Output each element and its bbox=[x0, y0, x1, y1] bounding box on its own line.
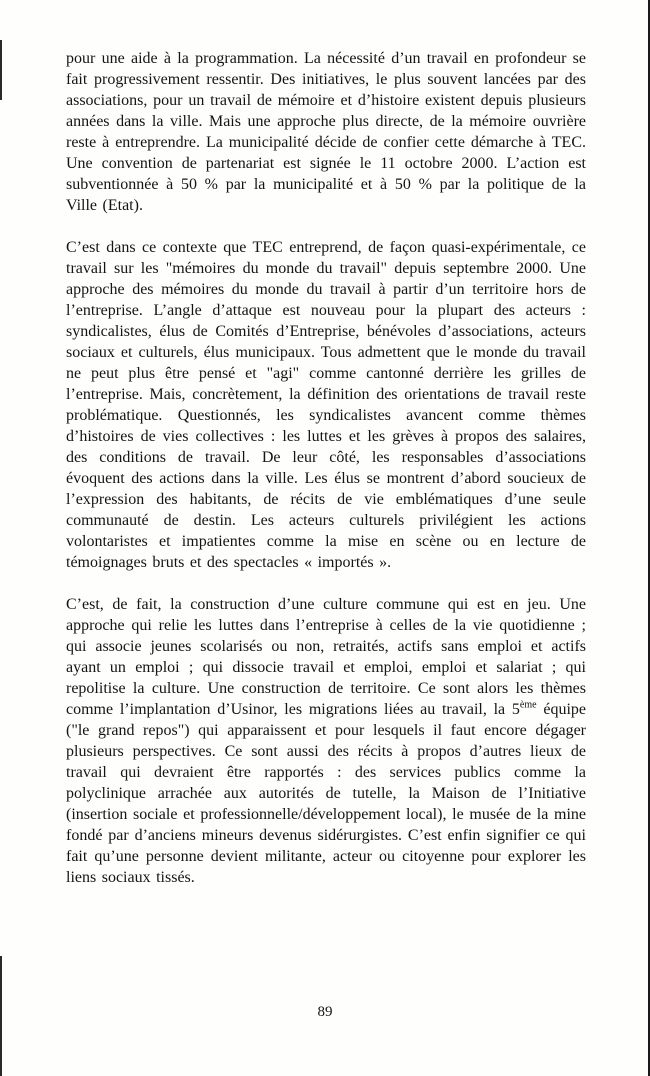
ordinal-superscript: ème bbox=[519, 699, 537, 711]
scan-artifact-left-edge-top bbox=[0, 40, 2, 100]
paragraph-1: pour une aide à la programmation. La nécessité d’un travail en profondeur se fait progressivement ressentir. Des initiatives, le plus souvent lancées par des associations, pour un travail de mémoire et d’histoire existent depuis plusieurs années dans la ville. Mais une approche plus directe, de la mémoire ouvrière reste à entreprendre. La municipalité décide de confier cette démarche à TEC. Une convention de partenariat est signée le 11 octobre 2000. L’action est subventionnée à 50 % par la municipalité et à 50 % par la politique de la Ville (Etat). bbox=[66, 50, 586, 214]
paragraph-3 bbox=[66, 594, 586, 888]
paragraph-2: C’est dans ce contexte que TEC entreprend, de façon quasi-expérimentale, ce travail sur les "mémoires du monde du travail" depuis septembre 2000. Une approche des mémoires du monde du travail à partir d’un territoire hors de l’entreprise. L’angle d’attaque est nouveau pour la plupart des acteurs : syndicalistes, élus de Comités d’Entreprise, bénévoles d’associations, acteurs sociaux et culturels, élus municipaux. Tous admettent que le monde du travail ne peut plus être pensé et "agi" comme cantonné derrière les grilles de l’entreprise. Mais, concrètement, la définition des orientations de travail reste problématique. Questionnés, les syndicalistes avancent comme thèmes d’histoires de vies collectives : les luttes et les grèves à propos des salaires, des conditions de travail. De leur côté, les responsables d’associations évoquent des actions dans la ville. Les élus se montrent d’abord soucieux de l’expression des habitants, de récits de vie emblématiques d’une seule communauté de destin. Les acteurs culturels privilégient les actions volontaristes et impatientes comme la mise en scène ou en lecture de témoignages bruts et des spectacles « importés ». bbox=[66, 239, 586, 571]
paragraph-3-text-after: équipe ("le grand repos") qui apparaissent et pour lesquels il faut encore dégager plusieurs perspectives. Ce sont aussi des récits à propos d’autres lieux de travail qui devraient être rapportés : des services publics comme la polyclinique arrachée aux autorités de tutelle, la Maison de l’Initiative (insertion sociale et professionnelle/développement local), le musée de la mine fondé par d’anciens mineurs devenus sidérurgistes. C’est enfin signifier ce qui fait qu’une personne devient militante, acteur ou citoyenne pour explorer les liens sociaux tissés. bbox=[66, 701, 586, 886]
page-number: 89 bbox=[317, 1004, 333, 1020]
paragraph-3-text-before: C’est, de fait, la construction d’une culture commune qui est en jeu. Une approche qui relie les luttes dans l’entreprise à celles de la vie quotidienne ; qui associe jeunes scolarisés ou non, retraités, actifs sans emploi et actifs ayant un emploi ; qui dissocie travail et emploi, emploi et salariat ; qui repolitise la culture. Une construction de territoire. Ce sont alors les thèmes comme l’implantation d’Usinor, les migrations liées au travail, la 5 bbox=[66, 596, 586, 718]
text-block bbox=[66, 48, 586, 888]
